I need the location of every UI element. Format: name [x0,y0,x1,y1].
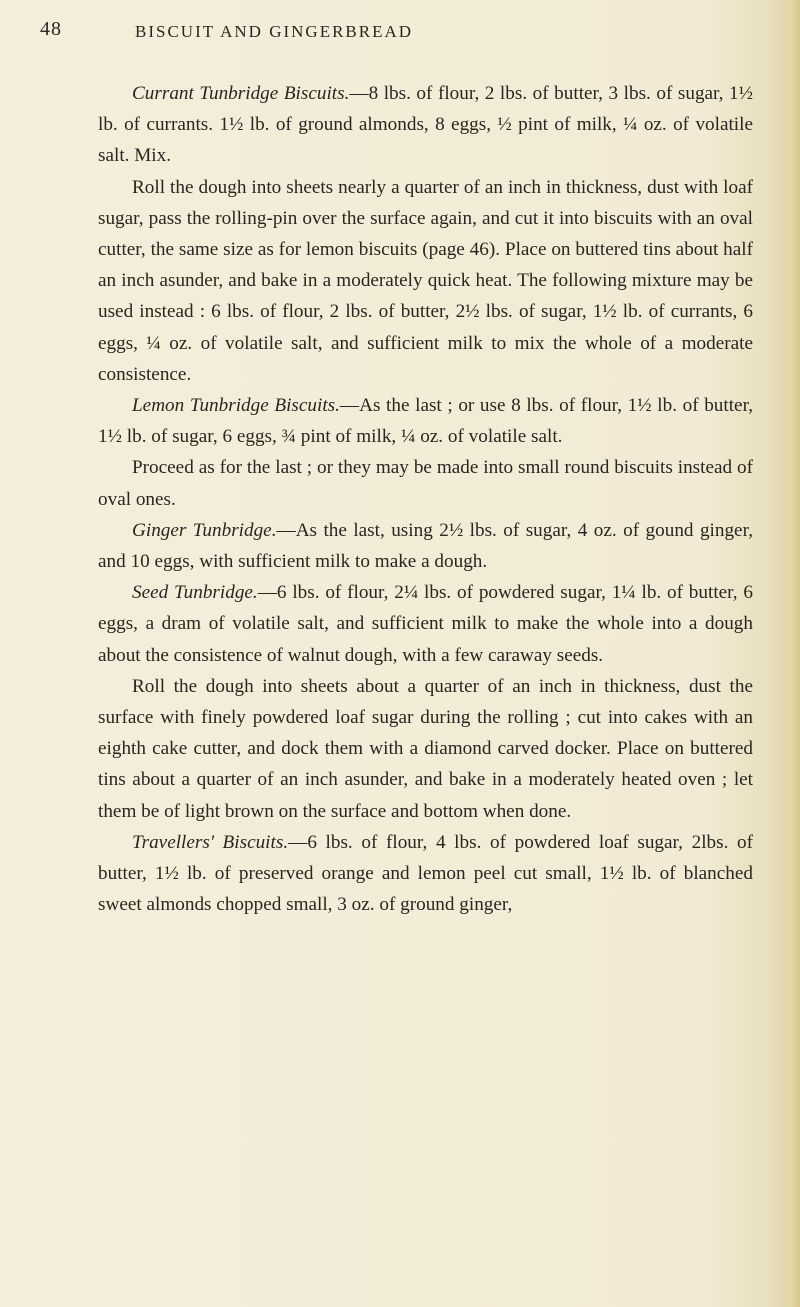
recipe-ingredients: —6 lbs. of flour, 2¼ lbs. of powdered sugar, 1¼ lb. of butter, 6 eggs, a dram of volatile salt, and sufficient milk to make the whole into a dough about the consistence of walnut dough, with a few caraway seeds. [98,582,753,666]
running-head: BISCUIT AND GINGERBREAD [135,22,414,41]
recipe-title: Lemon Tunbridge Biscuits. [132,395,340,417]
recipe-title: Currant Tunbridge Biscuits. [132,83,350,104]
page-body [98,78,753,920]
recipe-ingredients: —8 lbs. of flour, 2 lbs. of butter, 3 lbs. of sugar, 1½ lb. of currants. 1½ lb. of ground almonds, 8 eggs, ½ pint of milk, ¼ oz. of volatile salt. Mix. [98,83,753,167]
recipe-ginger-tunbridge [98,515,753,577]
recipe-lemon-tunbridge [98,390,753,452]
recipe-travellers-biscuits [98,827,753,921]
recipe-method: Proceed as for the last ; or they may be made into small round biscuits instead of oval ones. [98,457,753,510]
recipe-title: Ginger Tunbridge. [132,519,277,541]
recipe-seed-tunbridge [98,577,753,671]
recipe-method: Roll the dough into sheets nearly a quarter of an inch in thickness, dust with loaf sugar, pass the rolling-pin over the surface again, and cut it into biscuits with an oval cutter, the same size as for lemon biscuits (page 46). Place on buttered tins about half an inch asunder, and bake in a moderately quick heat. The following mixture may be used instead : 6 lbs. of flour, 2 lbs. of butter, 2½ lbs. of sugar, 1½ lb. of currants, 6 eggs, ¼ oz. of volatile salt, and sufficient milk to mix the whole of a moderate consistence. [98,176,753,385]
recipe-currant-tunbridge [98,78,753,172]
recipe-title: Travellers' Biscuits. [132,831,289,853]
recipe-title: Seed Tunbridge. [132,582,258,604]
page-number: 48 [40,18,62,40]
recipe-ingredients: —As the last ; or use 8 lbs. of flour, 1½ lb. of butter, 1½ lb. of sugar, 6 eggs, ¾ pint of milk, ¼ oz. of volatile salt. [98,395,753,448]
recipe-ingredients: —6 lbs. of flour, 4 lbs. of powdered loaf sugar, 2lbs. of butter, 1½ lb. of preserved orange and lemon peel cut small, 1½ lb. of blanched sweet almonds chopped small, 3 oz. of ground ginger, [98,831,753,916]
recipe-ingredients: —As the last, using 2½ lbs. of sugar, 4 oz. of gound ginger, and 10 eggs, with sufficient milk to make a dough. [98,519,753,573]
page-header [40,18,760,48]
page-edge-shadow [778,0,800,1307]
recipe-method: Roll the dough into sheets about a quarter of an inch in thickness, dust the surface with finely powdered loaf sugar during the rolling ; cut into cakes with an eighth cake cutter, and dock them with a diamond carved docker. Place on buttered tins about a quarter of an inch asunder, and bake in a moderately heated oven ; let them be of light brown on the surface and bottom when done. [98,675,753,822]
